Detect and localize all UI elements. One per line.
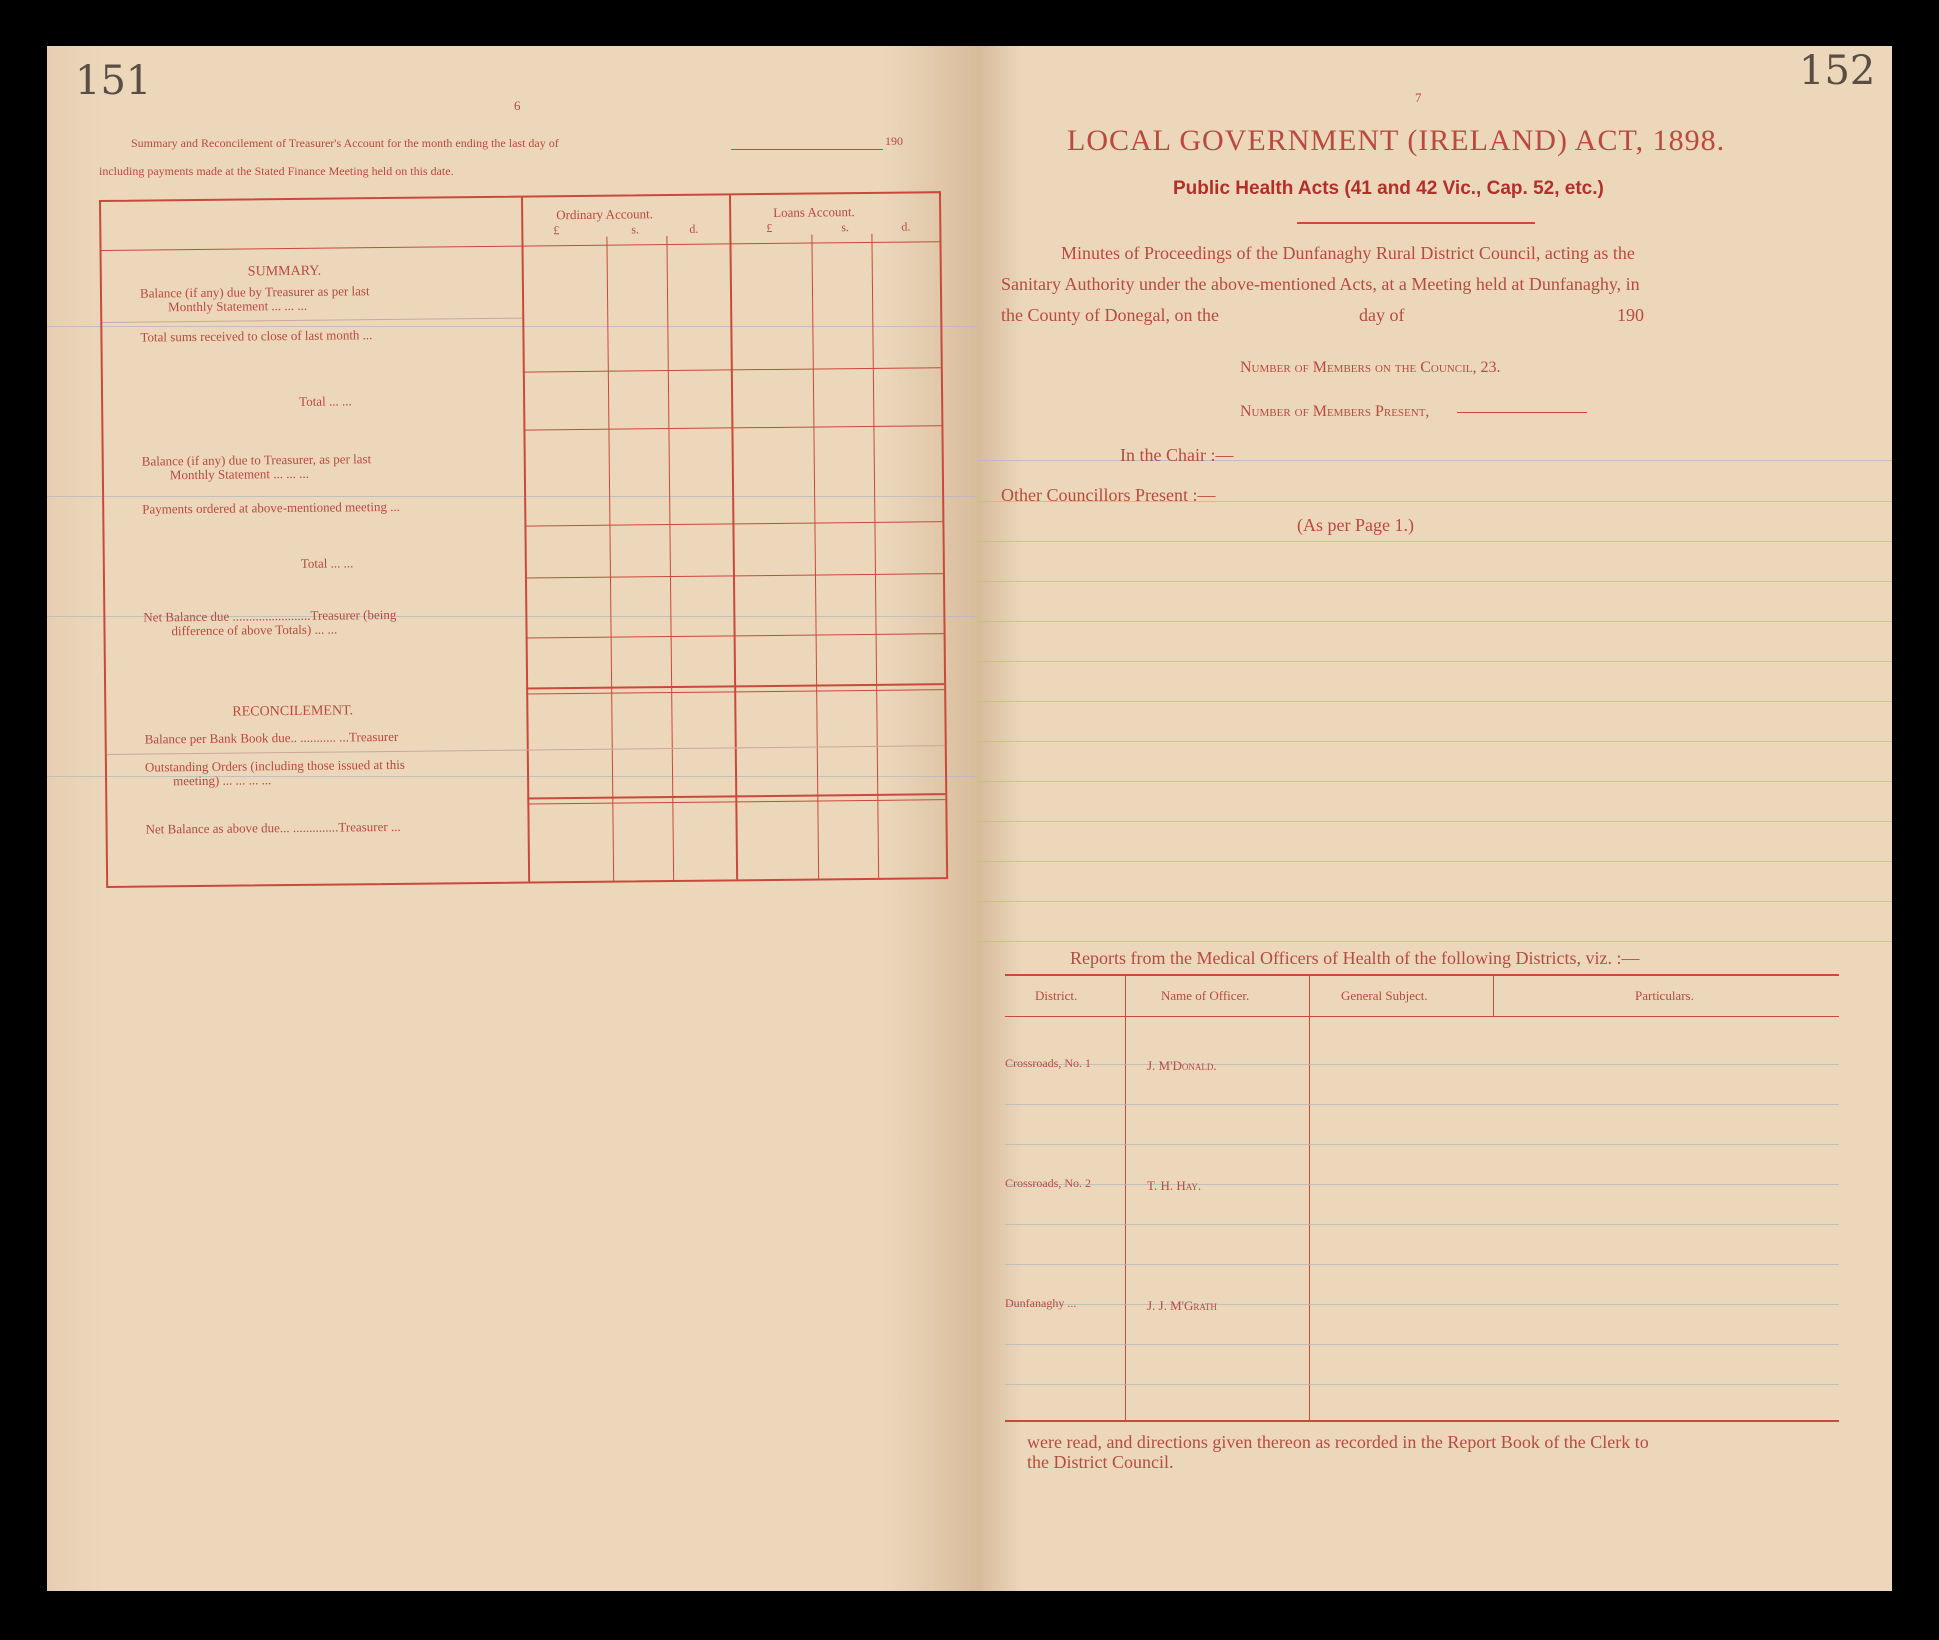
row-outstanding-line1: Outstanding Orders (including those issued at this — [144, 756, 405, 775]
table-row-officer: J. M'Donald. — [1147, 1058, 1217, 1073]
ruled-line — [977, 460, 1892, 461]
title-rule — [1297, 222, 1535, 224]
month-blank-line — [731, 149, 883, 150]
minutes-line1: Minutes of Proceedings of the Dunfanaghy Rural District Council, acting as the — [1061, 243, 1635, 263]
row-balance-due-by-line1: Balance (if any) due by Treasurer as per last — [139, 283, 370, 301]
header-general-subject: General Subject. — [1341, 988, 1428, 1003]
row-payments-ordered: Payments ordered at above-mentioned meeting ... — [142, 498, 401, 517]
ruled-line — [977, 781, 1892, 782]
row-net-balance-line2: difference of above Totals) ... ... — [171, 621, 338, 639]
row-total-1: Total ... ... — [299, 393, 352, 409]
table-row-district: Crossroads, No. 1 — [1005, 1056, 1091, 1070]
medical-reports-table — [1005, 974, 1839, 1422]
ruled-line — [977, 901, 1892, 902]
col-shilling-1: s. — [631, 222, 640, 237]
col-shilling-2: s. — [841, 220, 850, 235]
col-pence-2: d. — [901, 219, 911, 234]
ruled-line — [977, 741, 1892, 742]
col-pence-1: d. — [689, 221, 699, 236]
ruled-line — [977, 861, 1892, 862]
footer-line1: were read, and directions given thereon as recorded in the Report Book of the Clerk to — [1027, 1432, 1649, 1452]
row-net-balance-line1: Net Balance due ........................Treasurer (being — [143, 606, 397, 625]
members-present-blank — [1457, 412, 1587, 413]
summary-section-heading: SUMMARY. — [247, 263, 322, 280]
page-number-left: 151 — [75, 58, 152, 104]
minutes-line2: Sanitary Authority under the above-mentioned Acts, at a Meeting held at Dunfanaghy, in — [1001, 274, 1640, 294]
in-the-chair: In the Chair :— — [1120, 445, 1234, 465]
col-pound-1: £ — [553, 223, 560, 238]
header-district: District. — [1035, 988, 1078, 1003]
ruled-line — [977, 701, 1892, 702]
row-outstanding-line2: meeting) ... ... ... ... — [173, 772, 272, 789]
summary-heading-line2: including payments made at the Stated Finance Meeting held on this date. — [99, 164, 454, 178]
ruled-line — [977, 941, 1892, 942]
minutes-line3-a: the County of Donegal, on the — [1001, 305, 1219, 325]
act-subtitle: Public Health Acts (41 and 42 Vic., Cap. 52, etc.) — [1173, 178, 1604, 199]
other-councillors: Other Councillors Present :— — [1001, 485, 1216, 505]
summary-heading-year: 190 — [885, 134, 903, 148]
row-net-balance-above: Net Balance as above due... ..............Treasurer ... — [145, 818, 401, 837]
header-officer: Name of Officer. — [1161, 988, 1250, 1003]
row-balance-due-to-line2: Monthly Statement ... ... ... — [169, 465, 309, 483]
col-pound-2: £ — [766, 220, 773, 236]
printed-page-number-right: 7 — [1415, 90, 1422, 105]
members-present: Number of Members Present, — [1240, 403, 1430, 420]
table-row-officer: J. J. M'Grath — [1147, 1298, 1217, 1313]
table-row-district: Dunfanaghy ... — [1005, 1296, 1077, 1310]
table-row-district: Crossroads, No. 2 — [1005, 1176, 1091, 1190]
ruled-line — [977, 581, 1892, 582]
summary-heading-line1: Summary and Reconcilement of Treasurer's Account for the month ending the last day of — [131, 136, 559, 150]
as-per-page: (As per Page 1.) — [1297, 515, 1414, 535]
act-title: LOCAL GOVERNMENT (IRELAND) ACT, 1898. — [1067, 124, 1726, 157]
table-row-officer: T. H. Hay. — [1147, 1178, 1202, 1193]
ruled-line — [977, 621, 1892, 622]
col-ordinary-account: Ordinary Account. — [556, 206, 654, 223]
ruled-line — [977, 661, 1892, 662]
printed-page-number-left: 6 — [514, 98, 521, 113]
row-balance-due-to-line1: Balance (if any) due to Treasurer, as per last — [141, 451, 372, 469]
reconcilement-section-heading: RECONCILEMENT. — [232, 703, 354, 720]
row-balance-due-by-line2: Monthly Statement ... ... ... — [168, 297, 308, 315]
page-number-right: 152 — [1799, 48, 1876, 94]
row-total-2: Total ... ... — [300, 555, 354, 571]
minutes-line3-c: 190 — [1617, 305, 1644, 325]
left-page — [47, 46, 977, 1591]
ruled-line — [977, 821, 1892, 822]
ruled-line — [977, 541, 1892, 542]
right-page — [977, 46, 1892, 1591]
header-particulars: Particulars. — [1635, 988, 1694, 1003]
treasurer-account-table — [99, 191, 948, 888]
footer-line2: the District Council. — [1027, 1452, 1174, 1472]
row-total-received: Total sums received to close of last month ... — [140, 327, 373, 345]
row-bank-book: Balance per Bank Book due.. ........... ...Treasurer — [144, 728, 399, 747]
minutes-line3-b: day of — [1359, 305, 1405, 325]
reports-heading: Reports from the Medical Officers of Health of the following Districts, viz. :— — [1070, 948, 1640, 968]
col-loans-account: Loans Account. — [773, 204, 855, 220]
members-on-council: Number of Members on the Council, 23. — [1240, 359, 1501, 376]
